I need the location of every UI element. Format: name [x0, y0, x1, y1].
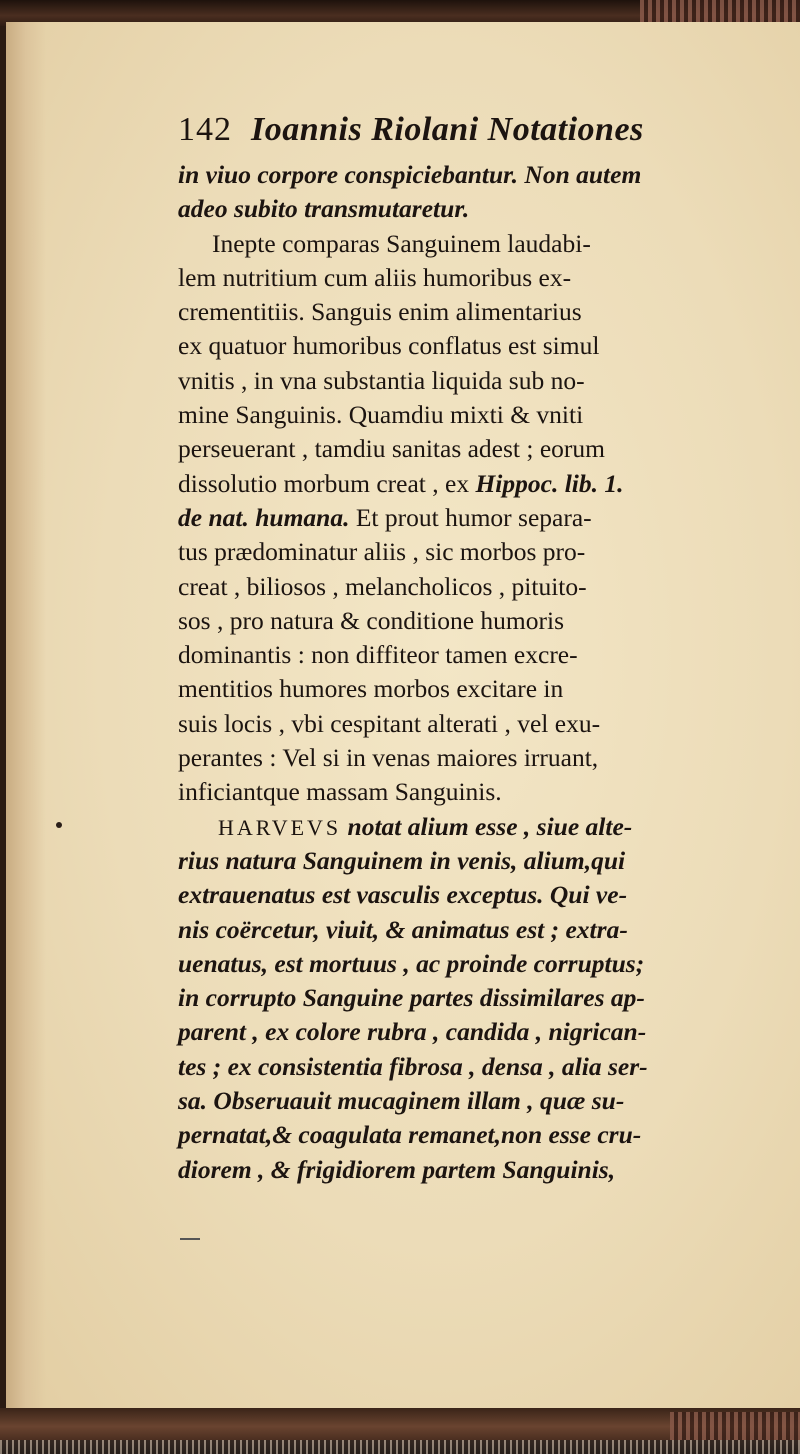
text-line [178, 947, 726, 981]
text-line [178, 570, 726, 604]
text-line [178, 913, 726, 947]
roman-text: crementitiis. Sanguis enim alimentarius [178, 297, 582, 327]
text-line [178, 1084, 726, 1118]
running-head-title: Ioannis Riolani Notationes [251, 111, 644, 148]
text-line [178, 1015, 726, 1049]
text-line [178, 158, 726, 192]
text-line [178, 501, 726, 535]
italic-text: parent , ex colore rubra , candida , nigrican- [178, 1017, 647, 1047]
text-line [178, 775, 726, 809]
page-number: 142 [178, 111, 232, 148]
text-line [178, 295, 726, 329]
text-line [178, 364, 726, 398]
text-line [178, 192, 726, 226]
italic-text: Hippoc. lib. 1. [475, 468, 624, 498]
text-line [178, 398, 726, 432]
roman-text: Inepte comparas Sanguinem laudabi- [212, 228, 591, 258]
roman-text: mentitios humores morbos excitare in [178, 674, 564, 704]
text-line [178, 467, 726, 501]
catchword-mark [180, 1238, 200, 1240]
text-line [178, 535, 726, 569]
book-bottom-edge [0, 1408, 800, 1454]
binding-stitching-bottom [670, 1412, 800, 1440]
text-line [178, 741, 726, 775]
text-line [178, 432, 726, 466]
roman-text: creat , biliosos , melancholicos , pituito- [178, 571, 587, 601]
text-line [178, 878, 726, 912]
italic-text: notat alium esse , siue alte- [341, 811, 633, 841]
roman-text: perantes : Vel si in venas maiores irruant, [178, 743, 599, 773]
roman-text: mine Sanguinis. Quamdiu mixti & vniti [178, 400, 584, 430]
text-line [178, 1118, 726, 1152]
roman-text: sos , pro natura & conditione humoris [178, 605, 564, 635]
roman-text: suis locis , vbi cespitant alterati , vel exu- [178, 708, 601, 738]
running-header [178, 102, 726, 158]
small-caps-name: HARVEVS [218, 814, 342, 840]
italic-text: diorem , & frigidiorem partem Sanguinis, [178, 1154, 616, 1184]
italic-text: de nat. humana. [178, 502, 350, 532]
text-line [178, 707, 726, 741]
text-line [178, 227, 726, 261]
scan-ruler [0, 1440, 800, 1454]
roman-text: dissolutio morbum creat , ex [178, 468, 476, 498]
roman-text: dominantis : non diffiteor tamen excre- [178, 640, 578, 670]
italic-text: uenatus, est mortuus , ac proinde corruptus; [178, 948, 645, 978]
roman-text: inficiantque massam Sanguinis. [178, 777, 502, 807]
roman-text: Et prout humor separa- [349, 502, 592, 532]
italic-text: tes ; ex consistentia fibrosa , densa , alia ser- [178, 1051, 648, 1081]
italic-text: extrauenatus est vasculis exceptus. Qui ve- [178, 880, 628, 910]
text-line [178, 261, 726, 295]
page-text-block [178, 102, 726, 1187]
roman-text: perseuerant , tamdiu sanitas adest ; eorum [178, 434, 605, 464]
text-line [178, 981, 726, 1015]
text-line [178, 844, 726, 878]
italic-text: adeo subito transmutaretur. [178, 194, 470, 224]
text-line [178, 329, 726, 363]
ink-spot [56, 822, 62, 828]
italic-text: nis coërcetur, viuit, & animatus est ; extra- [178, 914, 628, 944]
text-line [178, 810, 726, 844]
roman-text: tus prædominatur aliis , sic morbos pro- [178, 537, 586, 567]
text-line [178, 604, 726, 638]
italic-text: in corrupto Sanguine partes dissimilares ap- [178, 983, 645, 1013]
roman-text: vnitis , in vna substantia liquida sub no- [178, 365, 585, 395]
text-line [178, 1153, 726, 1187]
text-line [178, 638, 726, 672]
page-gutter-shadow [6, 22, 46, 1414]
italic-text: pernatat,& coagulata remanet,non esse cru- [178, 1120, 642, 1150]
italic-text: in viuo corpore conspiciebantur. Non autem [178, 160, 642, 189]
roman-text: lem nutritium cum aliis humoribus ex- [178, 262, 572, 292]
roman-text: ex quatuor humoribus conflatus est simul [178, 331, 600, 361]
italic-text: sa. Obseruauit mucaginem illam , quæ su- [178, 1086, 625, 1116]
text-line [178, 1050, 726, 1084]
italic-text: rius natura Sanguinem in venis, alium,qui [178, 845, 626, 875]
text-line [178, 672, 726, 706]
body-text [178, 158, 726, 1187]
